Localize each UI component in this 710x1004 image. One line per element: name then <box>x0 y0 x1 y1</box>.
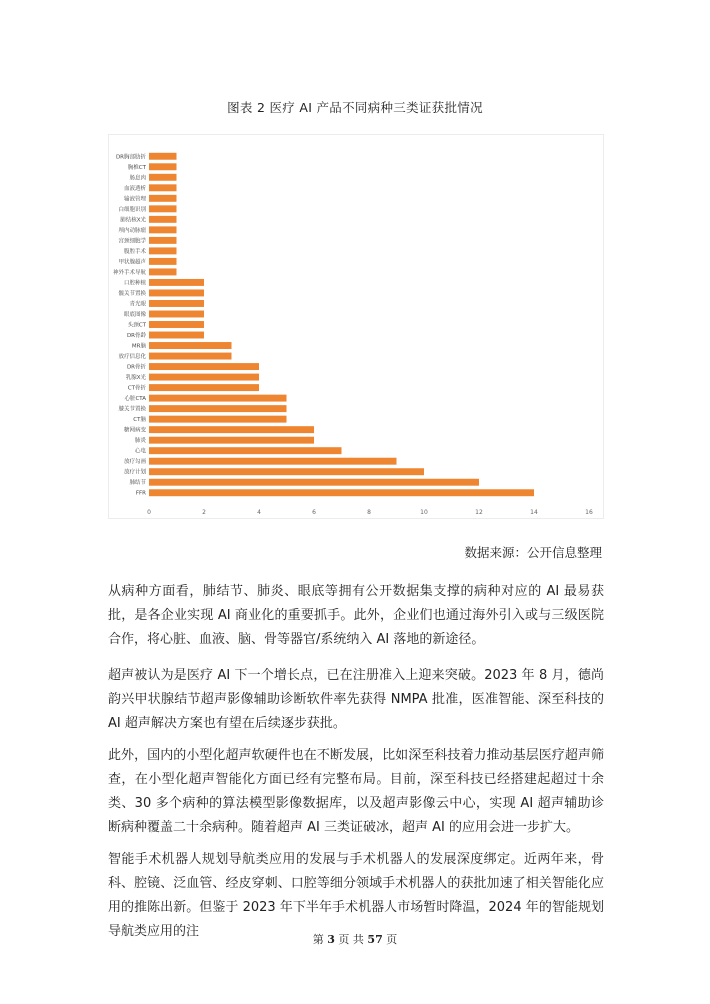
paragraph-miniaturized-ultrasound: 此外，国内的小型化超声软硬件也在不断发展，比如深至科技着力推动基层医疗超声筛查，在小型化超声智能化方面已经有完整布局。目前，深至科技已经搭建起超过十余类、30 多个病种的算法模型影像数据库，以及超声影像云中心，实现 AI 超声辅助诊断病种覆盖二十余病种。随着超声 AI 三类证破冰，超声 AI 的应用会进一步扩大。 <box>108 748 604 835</box>
category-label-1: 胸椎CT <box>127 164 146 171</box>
bar-2 <box>149 174 177 181</box>
page-footer <box>0 931 710 947</box>
x-tick-label-7: 14 <box>530 509 538 516</box>
bar-23 <box>149 395 287 402</box>
bar-chart <box>108 134 604 519</box>
bar-5 <box>149 205 177 212</box>
bar-9 <box>149 247 177 254</box>
category-label-24: 膝关节置换 <box>118 406 146 413</box>
bar-31 <box>149 479 479 486</box>
bar-10 <box>149 258 177 265</box>
footer-total-pages: 57 <box>367 933 383 946</box>
footer-prefix: 第 <box>312 933 324 946</box>
footer-page-number: 3 <box>327 933 335 946</box>
category-label-32: FFR <box>135 490 146 497</box>
x-tick-label-2: 4 <box>257 509 261 516</box>
category-label-0: DR胸部肋折 <box>115 154 146 161</box>
bar-15 <box>149 311 204 318</box>
x-tick-label-1: 2 <box>202 509 206 516</box>
category-label-15: 眼底图像 <box>123 311 146 318</box>
bar-14 <box>149 300 204 307</box>
footer-suffix: 页 <box>386 933 398 946</box>
category-label-26: 糖网病变 <box>123 427 146 434</box>
bar-27 <box>149 437 314 444</box>
category-label-29: 放疗勾画 <box>123 459 146 466</box>
bar-29 <box>149 458 397 465</box>
category-label-30: 放疗计划 <box>123 469 146 476</box>
x-tick-label-6: 12 <box>475 509 483 516</box>
category-label-3: 血液透析 <box>123 185 146 192</box>
paragraph-surgical-robot: 智能手术机器人规划导航类应用的发展与手术机器人的发展深度绑定。近两年来，骨科、腔镜、泛血管、经皮穿刺、口腔等细分领域手术机器人的获批加速了相关智能化应用的推陈出新。但鉴于 2023 年下半年手术机器人市场暂时降温，2024 年的智能规划导航类应用的注 <box>108 852 604 939</box>
category-label-17: DR骨龄 <box>126 333 146 340</box>
bar-6 <box>149 216 177 223</box>
x-tick-label-8: 16 <box>585 509 593 516</box>
bar-3 <box>149 184 177 191</box>
bar-19 <box>149 353 232 360</box>
category-label-14: 青光眼 <box>129 301 146 308</box>
bar-16 <box>149 321 204 328</box>
category-label-13: 髋关节置换 <box>118 290 146 297</box>
x-tick-label-3: 6 <box>312 509 316 516</box>
category-label-22: CT骨折 <box>127 385 146 392</box>
bar-32 <box>149 489 534 496</box>
bar-0 <box>149 153 177 160</box>
x-tick-label-0: 0 <box>147 509 151 516</box>
footer-middle: 页 共 <box>338 933 364 946</box>
category-label-6: 肺结核X光 <box>120 217 146 224</box>
bar-chart-svg <box>109 135 603 518</box>
bar-20 <box>149 363 259 370</box>
figure-title: 图表 2 医疗 AI 产品不同病种三类证获批情况 <box>227 100 483 115</box>
category-label-2: 肠息肉 <box>129 175 146 182</box>
bar-13 <box>149 289 204 296</box>
category-label-28: 心电 <box>134 448 146 455</box>
bar-1 <box>149 163 177 170</box>
x-tick-label-5: 10 <box>420 509 428 516</box>
category-label-9: 腹腔手术 <box>123 248 146 255</box>
category-label-23: 心脏CTA <box>124 396 146 403</box>
bar-4 <box>149 195 177 202</box>
paragraph-disease-types: 从病种方面看，肺结节、肺炎、眼底等拥有公开数据集支撑的病种对应的 AI 最易获批，是各企业实现 AI 商业化的重要抓手。此外，企业们也通过海外引入或与三级医院合作，将心脏、血液、脑、骨等器官/系统纳入 AI 落地的新途径。 <box>108 584 604 647</box>
category-label-31: 肺结节 <box>129 480 146 487</box>
category-label-5: 白细胞识别 <box>118 206 146 213</box>
x-tick-label-4: 8 <box>367 509 371 516</box>
category-label-27: 肺炎 <box>134 438 146 445</box>
bar-17 <box>149 332 204 339</box>
bar-30 <box>149 468 424 475</box>
bar-26 <box>149 426 314 433</box>
bar-18 <box>149 342 232 349</box>
data-source-note: 数据来源：公开信息整理 <box>464 545 602 560</box>
category-label-4: 输液管理 <box>123 196 146 203</box>
bar-8 <box>149 237 177 244</box>
category-label-10: 甲状腺超声 <box>118 259 146 266</box>
category-label-21: 乳腺X光 <box>125 375 146 382</box>
category-label-7: 颅内动脉瘤 <box>118 227 146 234</box>
category-label-20: DR骨折 <box>126 364 146 371</box>
category-label-19: 放疗信息化 <box>118 354 146 361</box>
bar-7 <box>149 226 177 233</box>
category-label-11: 神外手术导航 <box>112 269 146 276</box>
category-label-25: CT脑 <box>133 417 146 424</box>
bar-25 <box>149 416 287 423</box>
bar-22 <box>149 384 259 391</box>
category-label-16: 头颈CT <box>127 322 146 329</box>
bar-28 <box>149 447 342 454</box>
category-label-18: MR脑 <box>131 343 146 350</box>
bar-24 <box>149 405 287 412</box>
bar-12 <box>149 279 204 286</box>
category-label-12: 口腔种植 <box>123 280 146 287</box>
bar-11 <box>149 268 177 275</box>
bar-21 <box>149 374 259 381</box>
category-label-8: 宫颈细胞学 <box>118 238 146 245</box>
paragraph-ultrasound: 超声被认为是医疗 AI 下一个增长点，已在注册准入上迎来突破。2023 年 8 月，德尚韵兴甲状腺结节超声影像辅助诊断软件率先获得 NMPA 批准，医准智能、深至科技的 AI 超声解决方案也有望在后续逐步获批。 <box>108 668 604 731</box>
